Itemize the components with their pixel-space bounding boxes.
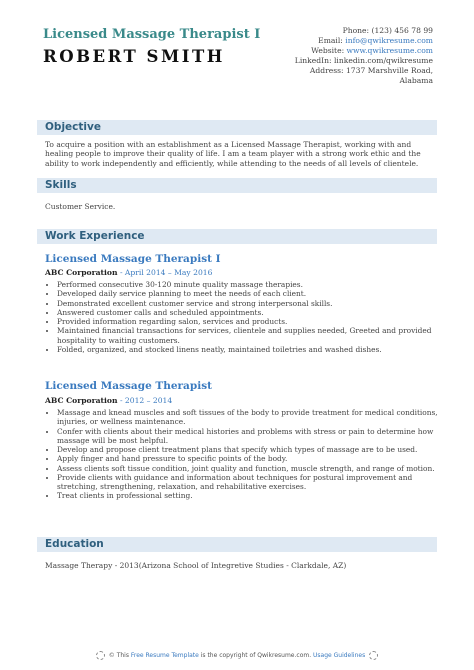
list-item: • Massage and knead muscles and soft tissues of the body to provide treatment for medical conditions, injuries, or wellness maintenance. <box>57 408 442 427</box>
list-item: • Apply finger and hand pressure to specific points of the body. <box>57 454 442 463</box>
list-item: • Develop and propose client treatment plans that specify which types of massage are to be used. <box>57 445 442 454</box>
contact-block <box>233 26 433 87</box>
objective-heading: Objective <box>45 121 101 133</box>
duties-list <box>45 408 442 501</box>
job-company <box>45 396 172 405</box>
contact-website: Website: www.qwikresume.com <box>311 46 433 56</box>
contact-email: Email: info@qwikresume.com <box>318 36 433 46</box>
objective-section-header <box>37 120 437 135</box>
list-item: • Performed consecutive 30-120 minute quality massage therapies. <box>57 280 442 289</box>
list-item: • Provide clients with guidance and information about techniques for postural improvement and stretching, strengthening, relaxation, and rehabilitative exercises. <box>57 473 442 492</box>
list-item: • Demonstrated excellent customer service and strong interpersonal skills. <box>57 299 442 308</box>
contact-address-state: Alabama <box>399 76 433 86</box>
experience-section-header <box>37 229 437 244</box>
contact-phone: Phone: (123) 456 78 99 <box>342 26 433 35</box>
education-heading: Education <box>45 538 104 550</box>
skills-text: Customer Service. <box>45 202 116 211</box>
job-title: Licensed Massage Therapist I <box>45 253 221 265</box>
job-dates: - 2012 – 2014 <box>117 396 173 405</box>
list-item: • Assess clients soft tissue condition, joint quality and function, muscle strength, and range of motion. <box>57 464 442 473</box>
objective-text <box>45 140 435 168</box>
list-item: • Confer with clients about their medical histories and problems with stress or pain to determine how massage will be most helpful. <box>57 427 442 446</box>
email-link[interactable]: info@qwikresume.com <box>345 36 433 46</box>
list-item: • Maintained financial transactions for services, clientele and supplies needed, Greeted and provided hospitality to waiting customers. <box>57 326 442 345</box>
website-link[interactable]: www.qwikresume.com <box>346 46 433 56</box>
list-item: • Folded, organized, and stocked linens neatly, maintained toiletries and washed dishes. <box>57 345 442 354</box>
page-title: Licensed Massage Therapist I <box>43 27 261 42</box>
company-name: ABC Corporation <box>45 396 118 405</box>
duties-list <box>45 280 442 354</box>
free-resume-template-link[interactable]: Free Resume Template <box>130 652 199 659</box>
education-section-header <box>37 537 437 552</box>
job-dates: - April 2014 – May 2016 <box>117 268 213 277</box>
list-item: • Developed daily service planning to meet the needs of each client. <box>57 289 442 298</box>
candidate-name: ROBERT SMITH <box>43 47 225 66</box>
list-item: • Provided information regarding salon, services and products. <box>57 317 442 326</box>
list-item: • Treat clients in professional setting. <box>57 491 442 500</box>
job-company <box>45 268 212 277</box>
education-text: Massage Therapy - 2013(Arizona School of Integretive Studies - Clarkdale, AZ) <box>45 561 347 570</box>
footer: © This Free Resume Template is the copyright of Qwikresume.com. Usage Guidelines <box>0 651 474 660</box>
contact-address: Address: 1737 Marshville Road, <box>309 66 433 76</box>
list-item: • Answered customer calls and scheduled appointments. <box>57 308 442 317</box>
gear-icon <box>96 651 105 660</box>
usage-guidelines-link[interactable]: Usage Guidelines <box>313 652 366 659</box>
job-title: Licensed Massage Therapist <box>45 380 212 392</box>
experience-heading: Work Experience <box>45 230 145 242</box>
objective-line: To acquire a position with an establishment as a Licensed Massage Therapist, working with and <box>45 140 412 149</box>
skills-section-header <box>37 178 437 193</box>
objective-line: healing people to improve their quality of life. I am a team player with a strong work ethic and the <box>45 149 421 159</box>
contact-linkedin: LinkedIn: linkedin.com/qwikresume <box>294 56 433 66</box>
company-name: ABC Corporation <box>45 268 118 277</box>
objective-line: ability to work independently and efficiently, while attending to the needs of all levels of clientele. <box>45 158 419 168</box>
skills-heading: Skills <box>45 179 77 191</box>
gear-icon <box>369 651 378 660</box>
